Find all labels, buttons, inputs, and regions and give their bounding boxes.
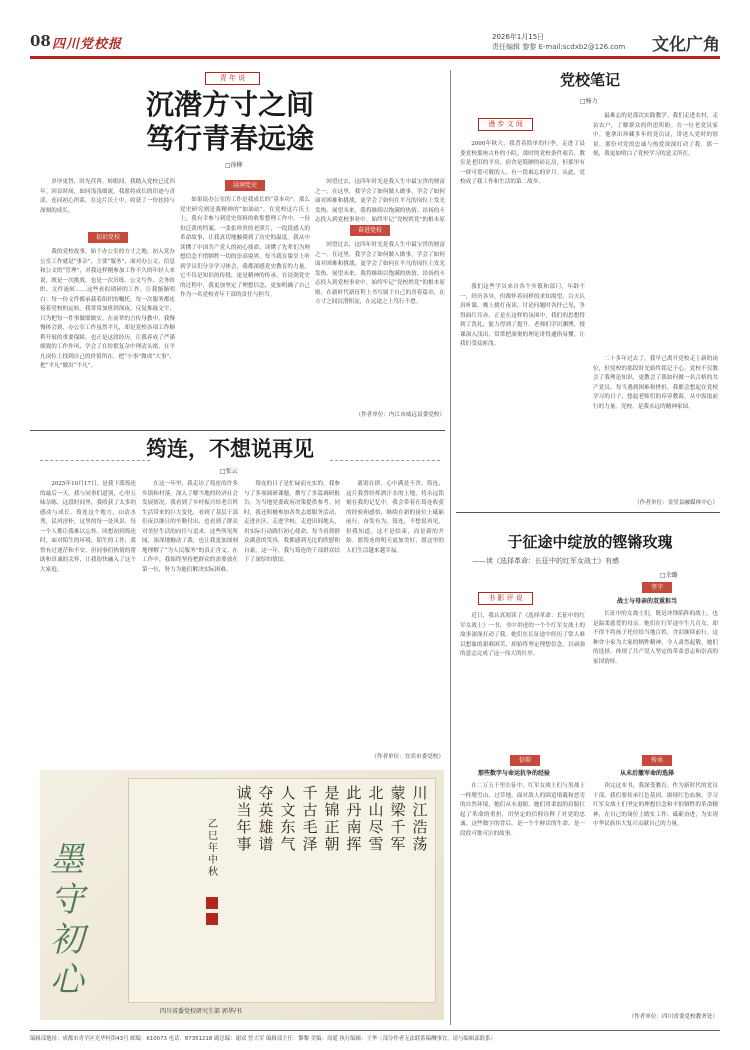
author-unit: （作者单位：金堂县融媒体中心） bbox=[634, 500, 718, 506]
poem-column: 夺英雄谱 bbox=[258, 784, 274, 853]
issue-date: 2026年1月15日 bbox=[492, 33, 545, 41]
article-title: 党校笔记 bbox=[559, 71, 620, 89]
poem-column: 是锦正朝 bbox=[324, 784, 340, 853]
column-tag: 书 影 评 说 bbox=[478, 592, 533, 605]
subheading-title: 从未后撤军命的选择 bbox=[620, 770, 675, 777]
article-body: 2000年秋天，我背着简单的行李，走进了县委党校那座古朴的小院。那时的党校条件艰苦，教室是老旧的平房，宿舍是简陋的砖瓦房，但那里有一群可爱可敬的人，有一段难忘的岁月。从此，党校成了我工作和生活的第二故乡。 bbox=[460, 141, 585, 185]
article-body: 离别在即，心中满是不舍。筠连，这片我曾经挥洒汗水的土地，将永远铭刻在我的记忆中。我会带着在筠连收获的经验和感悟，继续在新的岗位上砥砺前行、奋发有为。筠连，不想说再见，但我知道，这不是结束，而是新的开始。愿筠连的明天更加美好，愿这里的人们生活越来越幸福。 bbox=[346, 481, 444, 554]
article-title: 筠连，不想说再见 bbox=[146, 436, 314, 461]
artwork-caption: 四川省委党校研究生部 郭华/书 bbox=[160, 1008, 242, 1015]
editor-info: 责任编辑 黎黎 E-mail:scdxb2@126.com bbox=[492, 43, 626, 51]
section-divider bbox=[456, 512, 720, 513]
article-byline: □徐柳 bbox=[225, 162, 243, 169]
section-divider bbox=[30, 430, 445, 431]
header-rule bbox=[30, 56, 720, 59]
subheading-tag: 初识党校 bbox=[88, 232, 128, 243]
column-tag: 漫 步 文 间 bbox=[478, 118, 533, 131]
article-body: 在二万五千里长征中，红军女战士们与男战士一样爬雪山、过草地，面对敌人的围追堵截和恶劣的自然环境，她们从未退缩。她们用柔弱的肩膀扛起了革命的重担，用坚定的信仰诠释了对党的忠诚。这些数字的背后，是一个个鲜活的生命，是一段段可歌可泣的故事。 bbox=[460, 783, 585, 837]
subheading-tag: 传承 bbox=[642, 755, 672, 766]
title-line-2: 笃行青春远途 bbox=[145, 122, 314, 155]
seal-stamp bbox=[206, 897, 218, 909]
article-byline: □张云 bbox=[220, 468, 238, 475]
article-body: 二十多年过去了，我早已离开党校走上新的岗位，但党校的那段时光始终铭记于心。党校不仅教会了我理论知识，更教会了我如何做一名合格的共产党员。每当遇到困难和挫折，我都会想起在党校学习的日子，想起老师们的谆谆教诲，从中汲取前行的力量。党校，是我永远的精神家园。 bbox=[593, 356, 718, 410]
article-body: 回望过去，这四年时光是我人生中最宝贵的财富之一。在这里，我学会了如何做人做事，学会了如何面对困难和挑战，更学会了如何在平凡的岗位上发光发热。展望未来，我将继续以饱满的热情、昂扬的斗志投入到党校事业中，始终牢记“党校姓党”的根本原则，在新时代新征程上书写属于自己的青春篇章，在方寸之间沉潜积淀，在远途之上笃行不怠。 bbox=[315, 242, 445, 305]
page-header bbox=[30, 30, 720, 64]
column-tag: 青 年 说 bbox=[205, 72, 260, 85]
poem-column: 蒙梁千军 bbox=[390, 784, 406, 853]
column-divider bbox=[450, 70, 451, 1025]
calligraphy-paper bbox=[128, 778, 436, 1003]
calligraphy-artwork bbox=[40, 770, 444, 1020]
subheading-tag: 坚守 bbox=[642, 582, 672, 593]
article-body: 读完这本书，我深受教育。作为新时代的党员干部，我们要传承红色基因，赓续红色血脉，学习红军女战士们坚定的理想信念和不怕牺牲的革命精神，在自己的岗位上踏实工作、砥砺奋进，为实现中华民族伟大复兴贡献自己的力量。 bbox=[593, 783, 718, 827]
article-title bbox=[80, 88, 380, 156]
subheading-tag: 浸润党史 bbox=[225, 180, 265, 191]
poem-column: 千古毛泽 bbox=[302, 784, 318, 853]
poem-column: 诚当年事 bbox=[236, 784, 252, 853]
article-body: 我们这些学员来自各个乡镇和部门，年龄不一，经历各异，但都怀着同样的求知渴望。白天认真听课，晚上挑灯夜读，讨论问题时各抒己见，争得面红耳赤。正是在这样的氛围中，我们的思想得到了洗礼，能力得到了提升。老师们学识渊博，授课深入浅出，常常把深奥的理论讲得通俗易懂，让我们受益匪浅。 bbox=[460, 284, 585, 347]
article-byline: □余璐 bbox=[660, 572, 678, 579]
article-body: 如果说办公室的工作是我成长的“基本功”，那么党史研究则是我精神的“加油站”。在党校这片沃土上，我有幸参与到党史资料的收集整理工作中。一份份泛黄的档案，一张张珍贵的老照片，一段段感人的革命故事，让我真切地触摸到了历史的温度。我从中读懂了中国共产党人的初心使命，读懂了先辈们为理想信念不惜牺牲一切的崇高境界。每当我在课堂上听到学员们分享学习体会，我都深感党史教育的力量。它不仅是知识的传授，更是精神的传承。在浸润党史的过程中，我更加坚定了理想信念，更加明确了自己作为一名党校青年干部的责任与担当。 bbox=[180, 197, 310, 298]
seal-stamp bbox=[206, 913, 218, 925]
subheading-title: 那些数字与命运抗争的经验 bbox=[478, 770, 551, 777]
article-body: 2025年10月17日，是我下派筠连的最后一天。我与同事们道别，心里五味杂陈。这段时间里，我收获了太多的感动与成长。筠连这个地方，山清水秀，民风淳朴，这里的每一处风景、每一个人都让我难以忘怀。回想初到筠连时，面对陌生的环境，陌生的工作，我曾有过迷茫和不安，但同事们热情的帮助和真诚的关怀，让我很快融入了这个大家庭。 bbox=[40, 481, 136, 573]
newspaper-logo: 四川党校报 bbox=[52, 37, 123, 52]
poem-column: 北山尽雪 bbox=[368, 784, 384, 853]
article-subtitle: ——读《选择革命：长征中的红军女战士》有感 bbox=[472, 557, 619, 565]
page-footer: 编辑部地址：成都市青羊区光华村街43号 邮编：610073 电话：87351218 副总编：谢双 曾大军 编辑部主任：黎黎 美编：周遥 执行编辑：王华（部分作者无法联系稿酬事宜，请与编辑部联系） bbox=[30, 1030, 720, 1042]
article-byline: □杨力 bbox=[580, 98, 598, 105]
article-body: 在这一年里，我走访了筠连的许多乡镇和村落，深入了解当地的经济社会发展情况。我看到了乡村振兴给老百姓生活带来的巨大变化，看到了基层干部们夜以继日的辛勤付出，也看到了群众对美好生活的向往与追求。这些所见所闻，深深地触动了我，也让我更加深刻地理解了“为人民服务”的真正含义。在工作中，我始终坚持把群众的需要放在第一位，努力为他们解决实际困难。 bbox=[142, 481, 238, 573]
article-title: 于征途中绽放的铿锵玫瑰 bbox=[507, 533, 673, 551]
article-body: 长征中的女战士们，既是冲锋陷阵的战士，也是温柔慈爱的母亲。她们在行军途中生儿育女，却不得不将孩子托付给当地百姓，含泪继续前行。这种舍小家为大家的牺牲精神，令人肃然起敬。她们的选择，体现了共产党人坚定的革命意志和崇高的家国情怀。 bbox=[593, 611, 718, 665]
article-intro: 岁序更替，时光荏苒。转眼间，我踏入党校已近四年。回首时间，如同浅浅细流，我愿将成长的印迹与青涩，连同初心所系，在这片沃土中，收获了一份扶持与深刻的成长。 bbox=[40, 179, 175, 214]
poem-column: 此丹南挥 bbox=[346, 784, 362, 853]
article-body: 我的党校故事，始于办公室的方寸之地。初入党办公室工作就是“事杂”，主要“服务”，面对办公文、信息和公文的“管理”，对我这样刚参加工作不久的年轻人来说，既是一次挑战，也是一次历练。公文写作、会务组织、文件流转……这些看似琐碎的工作，让我渐渐明白：每一份文件都承载着组织的嘱托，每一次服务都连接着党校的运转。我常常加班到深夜，反复推敲文字，只为把每一件事做细做实。在前辈的言传身教中，我慢慢体会到，办公室工作虽然平凡，却是党校各项工作顺利开展的重要保障。也正是这段经历，让我养成了严谨细致的工作作风，学会了在纷繁复杂中理清头绪，在平凡岗位上找到自己的价值所在，把“小事”做成“大事”，把“平凡”做出“不凡”。 bbox=[40, 249, 175, 369]
poem-column: 川江浩荡 bbox=[412, 784, 428, 853]
poem-column: 人文东气 bbox=[280, 784, 296, 853]
subheading-title: 战士与母亲的双重担当 bbox=[617, 598, 678, 605]
title-line-1: 沉潜方寸之间 bbox=[145, 88, 314, 121]
page-number: 08 bbox=[30, 32, 51, 50]
article-body: 筠连的日子是忙碌而充实的。我参与了多项调研课题，撰写了多篇调研报告，为当地党委政府决策提供参考。同时，我还积极参加各类志愿服务活动，走进社区、走进学校、走进田间地头，用实际行动践行初心使命。每当看到群众满意的笑容，我都感到无比的欣慰和自豪。这一年，我与筠连的干部群众结下了深厚的情谊。 bbox=[244, 481, 340, 563]
section-title: 文化广角 bbox=[652, 35, 720, 55]
subheading-tag: 信仰 bbox=[510, 755, 540, 766]
article-body: 最难忘的是那次实践教学。我们走进农村，走访农户，了解群众的所思所盼。在一位老党员家中，他拿出珍藏多年的党员证，讲述入党时的情景，那份对党的忠诚与热爱深深打动了我。那一刻，我更加明白了党校学习的意义所在。 bbox=[593, 113, 718, 157]
article-body: 回望过去，这四年时光是我人生中最宝贵的财富之一。在这里，我学会了如何做人做事，学会了如何面对困难和挑战，更学会了如何在平凡的岗位上发光发热。展望未来，我将继续以饱满的热情、昂扬的斗志投入到党校事业中，始终牢记“党校姓党”的根本原 bbox=[315, 179, 445, 223]
author-unit: （作者单位：内江市威远县委党校） bbox=[355, 412, 445, 418]
subheading-tag: 奋进党校 bbox=[350, 225, 390, 236]
author-unit: （作者单位：四川省委党校教务处） bbox=[628, 1014, 718, 1020]
author-unit: （作者单位：宜宾市委党校） bbox=[371, 754, 444, 760]
artwork-title: 墨守初心 bbox=[50, 840, 84, 1000]
article-body: 近日，我认真阅读了《选择革命：长征中的红军女战士》一书，书中讲述的一个个红军女战士的故事深深打动了我。她们在长征途中经历了常人难以想象的艰难困苦，却始终坚定理想信念，以顽强的意志完成了这一伟大的壮举。 bbox=[460, 613, 585, 657]
inscription: 乙巳年中秋 bbox=[208, 819, 218, 878]
